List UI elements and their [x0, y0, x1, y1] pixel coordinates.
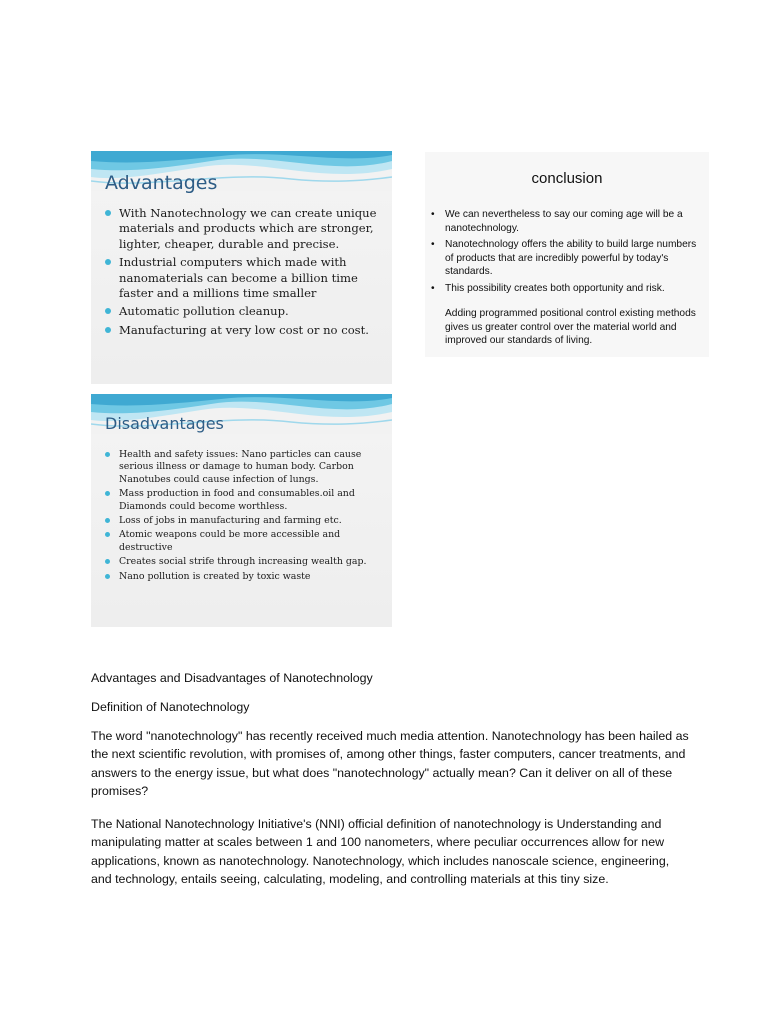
list-item: Creates social strife through increasing wealth gap. — [105, 556, 385, 568]
list-item: Loss of jobs in manufacturing and farming etc. — [105, 515, 385, 527]
bullet-dot-icon — [105, 532, 110, 537]
bullet-dot-icon — [105, 491, 110, 496]
paragraph: The word "nanotechnology" has recently received much media attention. Nanotechnology has been hailed as the next scientific revolution, with promises of, among other things, faster computers, cancer treatments, and answers to the energy issue, but what does "nanotechnology" actually mean? Can it deliver on all of these promises? — [91, 729, 689, 799]
disadvantages-list — [105, 449, 385, 585]
advantages-slide — [91, 151, 392, 384]
bullet-dot-icon — [105, 210, 111, 216]
bullet-dot-icon — [105, 327, 111, 333]
paragraph: The National Nanotechnology Initiative's (NNI) official definition of nanotechnology is Understanding and manipulating matter at scales between 1 and 100 nanometers, where peculiar occurrences allow for new applications, known as nanotechnology. Nanotechnology, which includes nanoscale science, engineering, and technology, entails seeing, calculating, modeling, and controlling materials at this tiny size. — [91, 817, 670, 887]
list-item: • Nanotechnology offers the ability to build large numbers of products that are incredibly powerful by today's standards. — [431, 239, 697, 278]
conclusion-slide — [425, 152, 709, 357]
bullet-icon: • — [431, 282, 435, 294]
list-item: Manufacturing at very low cost or no cost. — [105, 323, 387, 338]
bullet-dot-icon — [105, 518, 110, 523]
bullet-dot-icon — [105, 259, 111, 265]
bullet-dot-icon — [105, 559, 110, 564]
advantages-list — [105, 206, 387, 341]
list-item: • This possibility creates both opportunity and risk. — [431, 282, 665, 294]
bullet-dot-icon — [105, 574, 110, 579]
conclusion-list — [431, 208, 705, 299]
conclusion-title: conclusion — [531, 170, 603, 187]
bullet-icon: • — [431, 209, 435, 220]
conclusion-extra-text: Adding programmed positional control existing methods gives us greater control over the material world and improved our standards of living. — [445, 308, 696, 347]
list-item: • We can nevertheless to say our coming age will be a nanotechnology. — [431, 209, 683, 234]
document-heading: Advantages and Disadvantages of Nanotechnology — [91, 671, 373, 685]
disadvantages-slide — [91, 394, 392, 627]
list-item: With Nanotechnology we can create unique materials and products which are stronger, lighter, cheaper, durable and precise. — [105, 206, 387, 252]
list-item: Atomic weapons could be more accessible and destructive — [105, 529, 385, 554]
list-item: Health and safety issues: Nano particles can cause serious illness or damage to human body. Carbon Nanotubes could cause infection of lungs. — [105, 449, 385, 486]
bullet-dot-icon — [105, 308, 111, 314]
advantages-title: Advantages — [105, 172, 218, 194]
list-item: Mass production in food and consumables.oil and Diamonds could become worthless. — [105, 488, 385, 513]
bullet-icon: • — [431, 239, 435, 251]
bullet-dot-icon — [105, 452, 110, 457]
list-item: Nano pollution is created by toxic waste — [105, 571, 385, 583]
document-subheading: Definition of Nanotechnology — [91, 700, 250, 714]
list-item: Automatic pollution cleanup. — [105, 304, 387, 319]
disadvantages-title: Disadvantages — [105, 414, 224, 433]
list-item: Industrial computers which made with nanomaterials can become a billion time faster and a millions time smaller — [105, 255, 387, 301]
